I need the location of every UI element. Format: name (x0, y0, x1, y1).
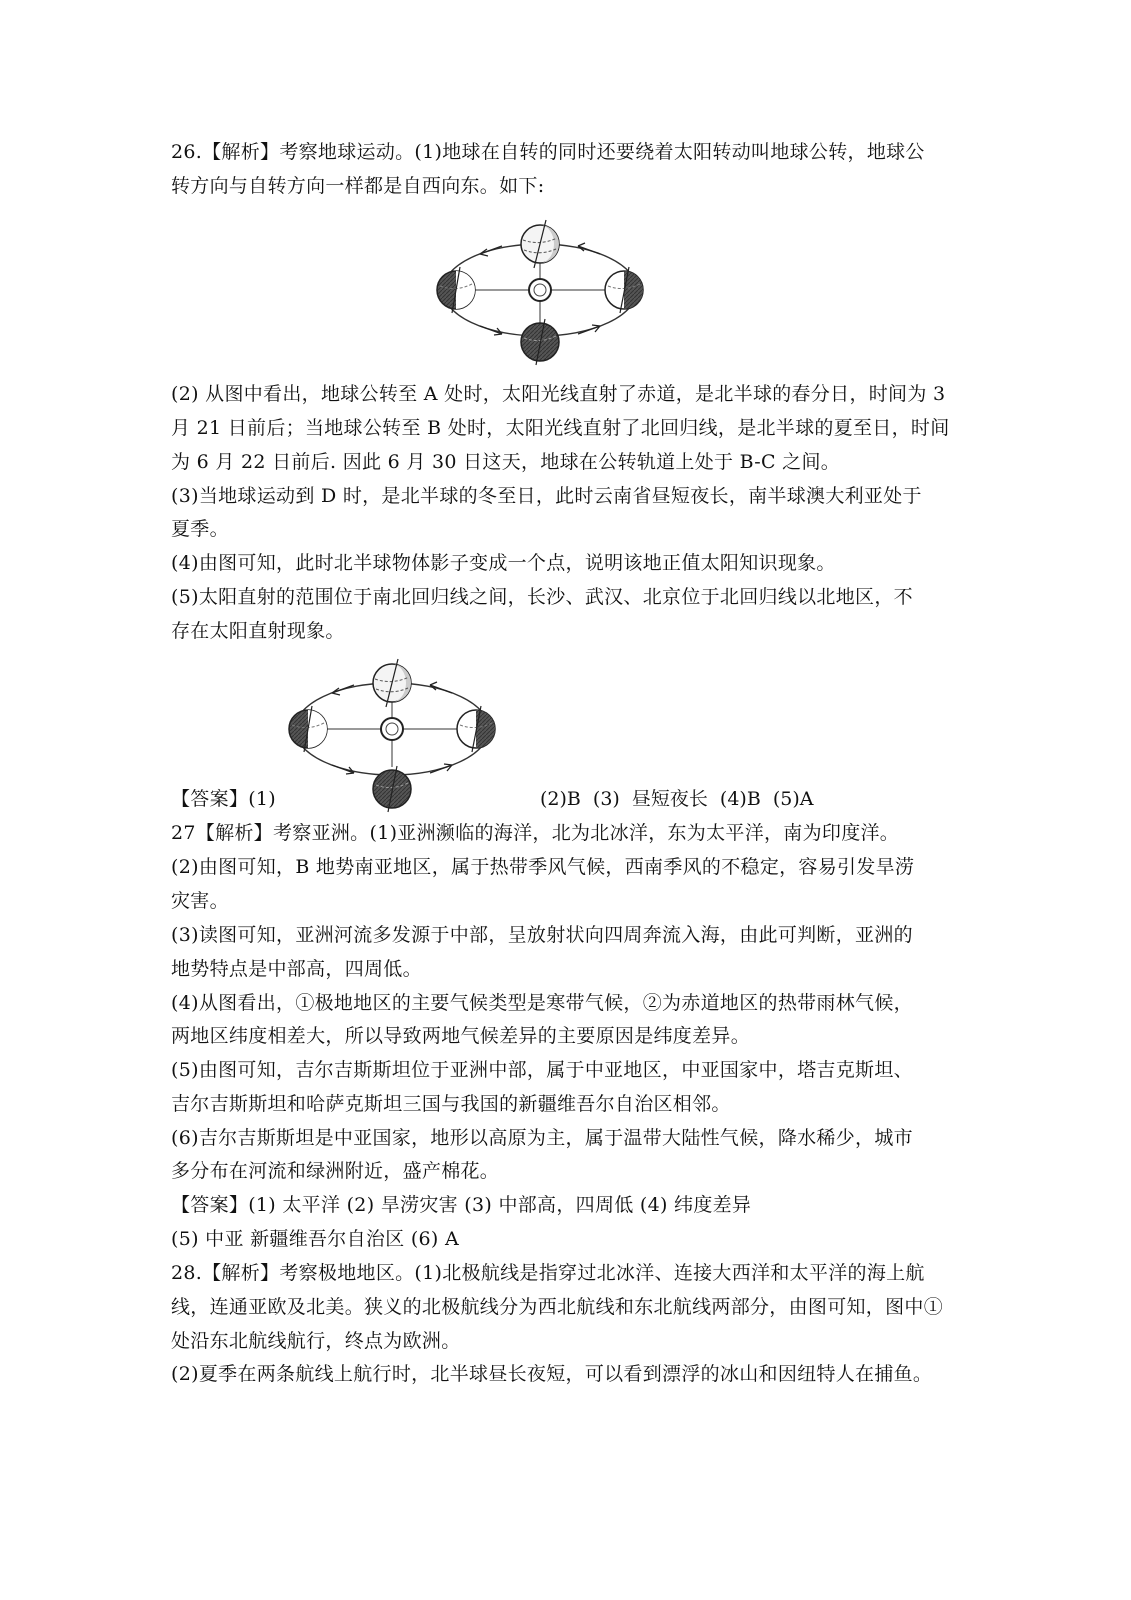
q26-p2-line-3: 为 6 月 22 日前后. 因此 6 月 30 日这天，地球在公转轨道上处于 B-C 之间。 (171, 451, 841, 473)
q26-p5-line-2: 存在太阳直射现象。 (171, 620, 345, 642)
q27-line-8: (5)由图可知，吉尔吉斯斯坦位于亚洲中部，属于中亚地区，中亚国家中，塔吉克斯坦、 (171, 1059, 913, 1081)
earth-orbit-diagram-1 (430, 206, 650, 368)
earth-orbit-diagram-2 (282, 655, 502, 817)
earth-bottom-icon (373, 766, 411, 812)
q26-answer-rest: (2)B (3) 昼短夜长 (4)B (5)A (540, 788, 814, 810)
q26-p3-line-2: 夏季。 (171, 518, 229, 540)
q28-line-1: 28.【解析】考察极地地区。(1)北极航线是指穿过北冰洋、连接大西洋和太平洋的海上航 (171, 1262, 925, 1284)
q26-p3-line-1: (3)当地球运动到 D 时，是北半球的冬至日，此时云南省昼短夜长，南半球澳大利亚处于 (171, 485, 922, 507)
q26-analysis-line-2: 转方向与自转方向一样都是自西向东。如下: (171, 175, 545, 197)
earth-right-icon (605, 267, 643, 313)
earth-left-icon (289, 706, 327, 752)
q27-line-9: 吉尔吉斯斯坦和哈萨克斯坦三国与我国的新疆维吾尔自治区相邻。 (171, 1093, 731, 1115)
q26-p2-line-2: 月 21 日前后；当地球公转至 B 处时，太阳光线直射了北回归线，是北半球的夏至日，时间 (171, 417, 950, 439)
q27-line-5: 地势特点是中部高，四周低。 (171, 958, 422, 980)
q28-line-4: (2)夏季在两条航线上航行时，北半球昼长夜短，可以看到漂浮的冰山和因纽特人在捕鱼。 (171, 1363, 933, 1385)
q28-line-2: 线，连通亚欧及北美。狭义的北极航线分为西北航线和东北航线两部分，由图可知，图中① (171, 1296, 944, 1318)
q27-line-6: (4)从图看出，①极地地区的主要气候类型是寒带气候，②为赤道地区的热带雨林气候， (171, 992, 913, 1014)
q27-line-3: 灾害。 (171, 890, 229, 912)
earth-bottom-icon (521, 319, 559, 365)
earth-left-icon (437, 267, 475, 313)
q27-answer-line-2: (5) 中亚 新疆维吾尔自治区 (6) A (171, 1228, 460, 1250)
q26-analysis-line-1: 26.【解析】考察地球运动。(1)地球在自转的同时还要绕着太阳转动叫地球公转，地球公 (171, 141, 925, 163)
q27-line-10: (6)吉尔吉斯斯坦是中亚国家，地形以高原为主，属于温带大陆性气候，降水稀少，城市 (171, 1127, 913, 1149)
q27-line-11: 多分布在河流和绿洲附近，盛产棉花。 (171, 1160, 500, 1182)
q28-line-3: 处沿东北航线航行，终点为欧洲。 (171, 1330, 461, 1352)
q27-line-4: (3)读图可知，亚洲河流多发源于中部，呈放射状向四周奔流入海，由此可判断，亚洲的 (171, 924, 913, 946)
q26-p4-line-1: (4)由图可知，此时北半球物体影子变成一个点，说明该地正值太阳知识现象。 (171, 552, 836, 574)
earth-right-icon (457, 706, 495, 752)
q27-line-2: (2)由图可知，B 地势南亚地区，属于热带季风气候，西南季风的不稳定，容易引发旱涝 (171, 856, 915, 878)
q26-answer-label: 【答案】(1) (171, 788, 277, 810)
q27-line-1: 27【解析】考察亚洲。(1)亚洲濒临的海洋，北为北冰洋，东为太平洋，南为印度洋。 (171, 822, 900, 844)
earth-top-icon (521, 220, 559, 268)
earth-top-icon (373, 659, 411, 707)
q26-p2-line-1: (2) 从图中看出，地球公转至 A 处时，太阳光线直射了赤道，是北半球的春分日，时间为 3 (171, 383, 946, 405)
q26-p5-line-1: (5)太阳直射的范围位于南北回归线之间，长沙、武汉、北京位于北回归线以北地区，不 (171, 586, 913, 608)
q27-line-7: 两地区纬度相差大，所以导致两地气候差异的主要原因是纬度差异。 (171, 1025, 751, 1047)
q27-answer-line-1: 【答案】(1) 太平洋 (2) 旱涝灾害 (3) 中部高，四周低 (4) 纬度差异 (171, 1194, 752, 1216)
